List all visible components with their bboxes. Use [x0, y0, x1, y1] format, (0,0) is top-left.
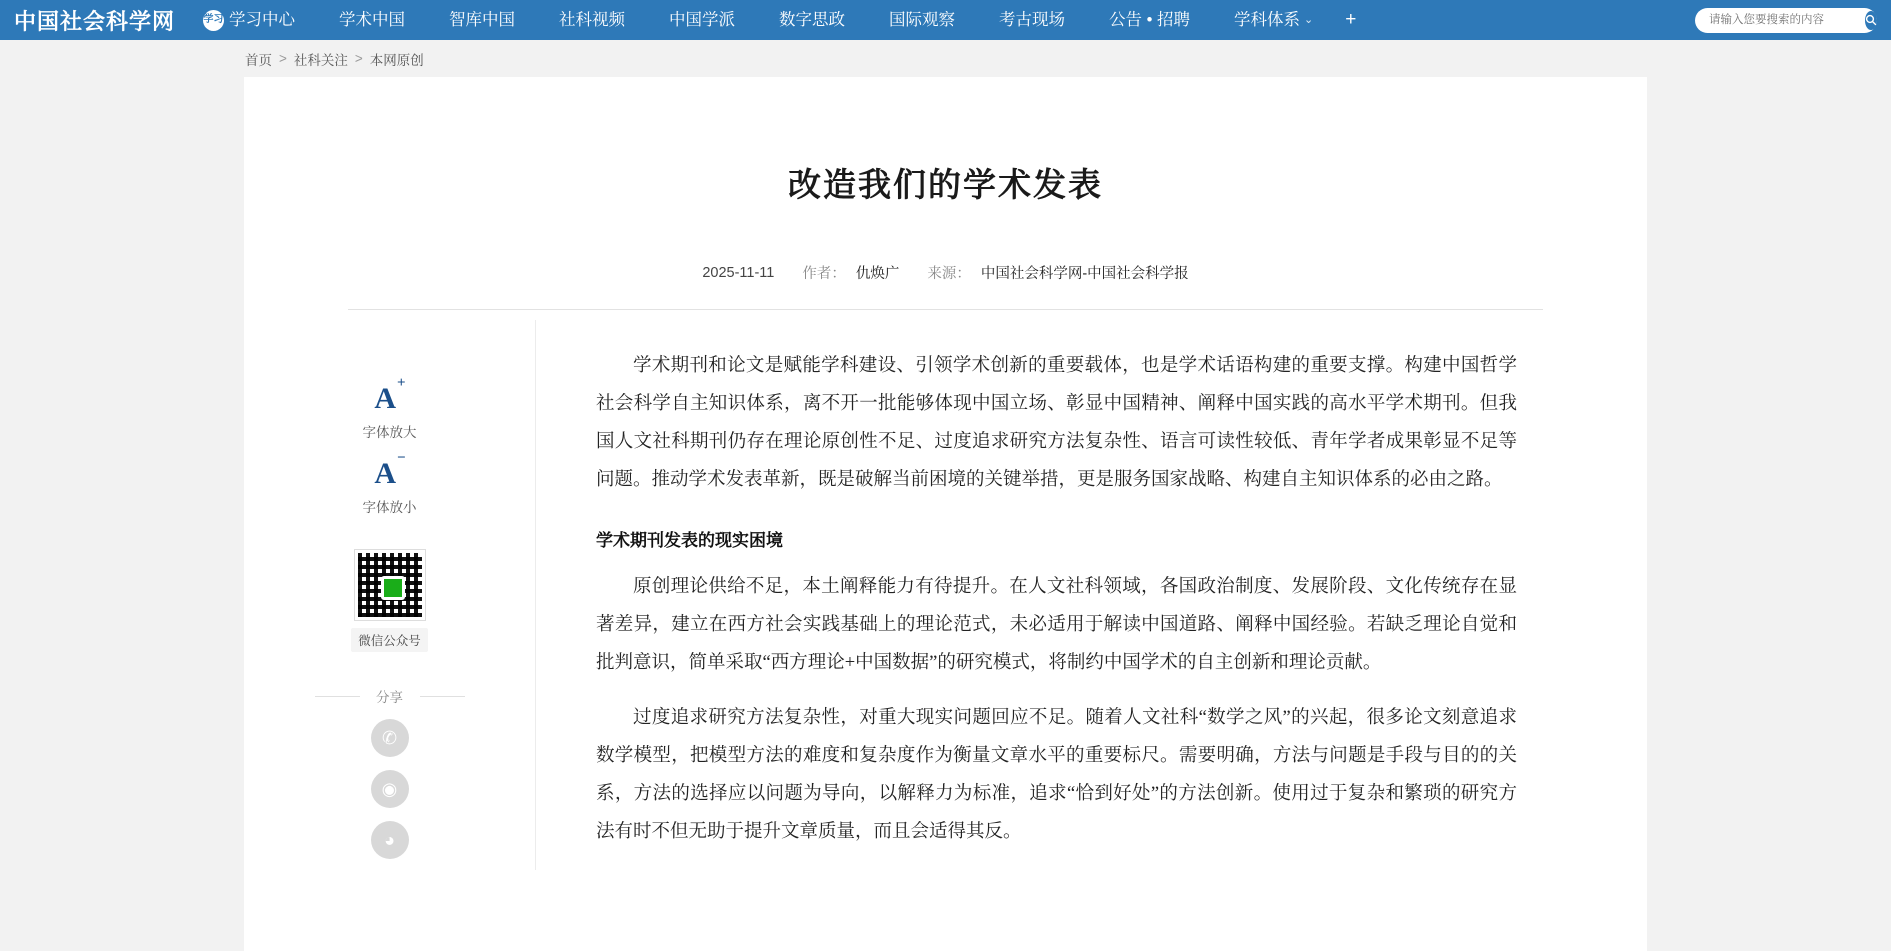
author-name: 仇焕广	[855, 266, 900, 282]
nav-item-label: 智库中国	[449, 11, 516, 29]
nav-item-label: 国际观察	[889, 11, 956, 29]
source-label: 来源：	[927, 266, 971, 282]
article-paragraph: 过度追求研究方法复杂性，对重大现实问题回应不足。随着人文社科“数学之风”的兴起，很多论文刻意追求数学模型，把模型方法的难度和复杂度作为衡量文章水平的重要标尺。需要明确，方法与问题是手段与目的的关系，方法的选择应以问题为导向，以解释力为标准，追求“恰到好处”的方法创新。使用过于复杂和繁琐的研究方法有时不但无助于提升文章质量，而且会适得其反。	[596, 708, 1517, 843]
nav-item-announcement-recruitment[interactable]	[1087, 0, 1212, 40]
nav-item-archaeology-site[interactable]	[977, 0, 1087, 40]
article-body	[535, 320, 1647, 870]
breadcrumb-item-home[interactable]: 首页	[245, 52, 272, 68]
qr-code-caption: 微信公众号	[351, 628, 428, 652]
nav-item-international-observation[interactable]	[867, 0, 977, 40]
publish-date: 2025-11-11	[702, 264, 775, 281]
font-decrease-label: 字体放小	[362, 500, 417, 515]
nav-item-label: 数字思政	[779, 11, 846, 29]
nav-item-digital-ideology[interactable]	[757, 0, 867, 40]
share-section-label: 分享	[315, 686, 465, 706]
site-logo[interactable]: 中国社会科学网	[14, 8, 176, 34]
font-decrease-icon: A−	[374, 450, 406, 490]
search-box[interactable]	[1695, 8, 1877, 33]
nav-item-social-science-video[interactable]	[537, 0, 647, 40]
nav-item-discipline-system[interactable]	[1212, 0, 1335, 40]
nav-item-china-school[interactable]	[647, 0, 757, 40]
top-navigation-bar	[0, 0, 1891, 40]
qq-icon[interactable]: ◕	[371, 821, 409, 859]
font-decrease-button[interactable]	[362, 450, 417, 516]
nav-item-academic-china[interactable]	[317, 0, 427, 40]
page-body	[0, 77, 1891, 951]
search-icon	[1865, 14, 1877, 26]
qr-code-icon	[355, 550, 425, 620]
breadcrumb	[245, 49, 424, 69]
breadcrumb-item-focus[interactable]: 社科关注	[293, 52, 348, 68]
search-input[interactable]	[1707, 13, 1865, 27]
author-label: 作者：	[802, 266, 846, 282]
nav-item-label: 公告 • 招聘	[1109, 11, 1190, 29]
content-row	[244, 320, 1647, 870]
font-increase-button[interactable]	[362, 375, 417, 441]
tool-rail	[244, 320, 535, 870]
meta-divider	[348, 309, 1543, 310]
article-paragraph: 原创理论供给不足，本土阐释能力有待提升。在人文社科领域，各国政治制度、发展阶段、文化传统存在显著差异，建立在西方社会实践基础上的理论范式，未必适用于解读中国道路、阐释中国经验。若缺乏理论自觉和批判意识，简单采取“西方理论+中国数据”的研究模式，将制约中国学术的自主创新和理论贡献。	[596, 576, 1517, 673]
add-more-nav-button[interactable]: +	[1345, 9, 1357, 30]
xuexi-badge-icon: 学习	[203, 10, 224, 31]
nav-item-xuexi-center[interactable]	[193, 0, 317, 40]
weibo-icon[interactable]: ◉	[371, 770, 409, 808]
nav-item-label: 学习中心	[229, 11, 296, 29]
source-name: 中国社会科学网-中国社会科学报	[980, 266, 1189, 282]
article-container	[244, 77, 1647, 951]
article-paragraph: 学术期刊和论文是赋能学科建设、引领学术创新的重要载体，也是学术话语构建的重要支撑。构建中国哲学社会科学自主知识体系，离不开一批能够体现中国立场、彰显中国精神、阐释中国实践的高水平学术期刊。但我国人文社科期刊仍存在理论原创性不足、过度追求研究方法复杂性、语言可读性较低、青年学者成果彰显不足等问题。推动学术发表革新，既是破解当前困境的关键举措，更是服务国家战略、构建自主知识体系的必由之路。	[596, 356, 1517, 490]
search-button[interactable]	[1865, 11, 1877, 30]
nav-item-thinktank-china[interactable]	[427, 0, 537, 40]
nav-items	[193, 0, 1687, 40]
nav-item-label: 社科视频	[559, 11, 626, 29]
article-meta	[244, 262, 1647, 283]
nav-item-label: 学科体系	[1233, 11, 1300, 29]
wechat-icon[interactable]: ✆	[371, 719, 409, 757]
breadcrumb-separator: >	[279, 51, 287, 66]
nav-item-label: 学术中国	[339, 11, 406, 29]
nav-item-label: 考古现场	[999, 11, 1066, 29]
font-increase-icon: A+	[374, 375, 406, 415]
breadcrumb-item-original[interactable]: 本网原创	[369, 52, 424, 68]
page-title: 改造我们的学术发表	[788, 168, 1103, 204]
breadcrumb-separator: >	[354, 51, 363, 66]
breadcrumb-bar	[0, 40, 1891, 77]
nav-item-label: 中国学派	[669, 11, 736, 29]
chevron-down-icon: ⌄	[1303, 14, 1314, 26]
article-subheading: 学术期刊发表的现实困境	[596, 530, 783, 550]
font-increase-label: 字体放大	[362, 425, 417, 440]
